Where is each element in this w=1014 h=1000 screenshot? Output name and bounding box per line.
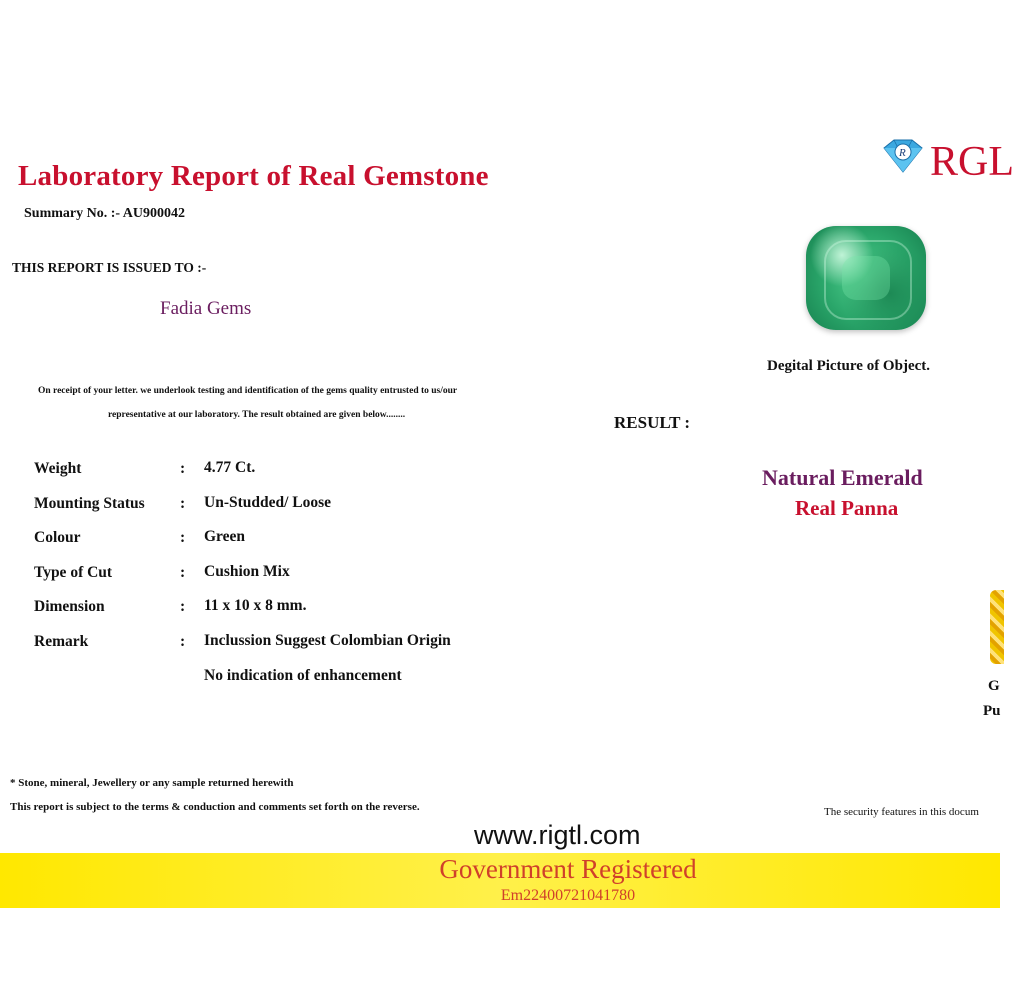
- side-text-g: G: [988, 678, 1000, 694]
- result-gem-alias: Real Panna: [795, 496, 899, 520]
- detail-colon: :: [180, 495, 186, 512]
- summary-number: Summary No. :- AU900042: [24, 206, 185, 221]
- detail-colon: :: [180, 564, 186, 581]
- remark-line2: No indication of enhancement: [204, 667, 402, 684]
- government-registered: Government Registered: [439, 854, 697, 884]
- result-label: RESULT :: [614, 413, 691, 432]
- detail-colon: :: [180, 529, 186, 546]
- issued-to-label: THIS REPORT IS ISSUED TO :-: [12, 260, 207, 275]
- diamond-logo-icon: [878, 138, 928, 174]
- picture-caption: Degital Picture of Object.: [767, 358, 931, 374]
- hologram-seal-icon: [990, 590, 1004, 664]
- detail-value: Un-Studded/ Loose: [204, 494, 332, 511]
- detail-value: Inclussion Suggest Colombian Origin: [204, 632, 451, 649]
- detail-label: Weight: [34, 460, 82, 477]
- side-text-pu: Pu: [983, 703, 1001, 719]
- detail-label: Type of Cut: [34, 564, 113, 581]
- footer-note-terms: This report is subject to the terms & conduction and comments set forth on the reverse.: [10, 801, 420, 813]
- intro-text-line2: representative at our laboratory. The result obtained are given below........: [108, 410, 406, 420]
- detail-label: Remark: [34, 633, 89, 650]
- detail-label: Mounting Status: [34, 495, 145, 512]
- detail-value: 4.77 Ct.: [204, 459, 256, 476]
- registration-number: Em22400721041780: [500, 887, 636, 904]
- result-gem-name: Natural Emerald: [762, 465, 923, 490]
- detail-value: Green: [204, 528, 246, 545]
- security-note: The security features in this docum: [824, 806, 979, 818]
- detail-colon: :: [180, 633, 186, 650]
- emerald-photo: [806, 226, 926, 330]
- detail-label: Colour: [34, 529, 81, 546]
- detail-colon: :: [180, 598, 186, 615]
- detail-value: Cushion Mix: [204, 563, 290, 580]
- lab-logo-text: RGL: [930, 139, 1014, 185]
- client-name: Fadia Gems: [160, 298, 252, 319]
- detail-label: Dimension: [34, 598, 105, 615]
- website-link[interactable]: www.rigtl.com: [474, 820, 641, 850]
- detail-value: 11 x 10 x 8 mm.: [204, 597, 307, 614]
- footer-note-sample: * Stone, mineral, Jewellery or any sample returned herewith: [10, 777, 294, 789]
- intro-text-line1: On receipt of your letter. we underlook testing and identification of the gems quality entrusted to us/our: [38, 386, 458, 396]
- detail-colon: :: [180, 460, 186, 477]
- report-title: Laboratory Report of Real Gemstone: [18, 160, 489, 192]
- svg-text:R: R: [899, 147, 906, 159]
